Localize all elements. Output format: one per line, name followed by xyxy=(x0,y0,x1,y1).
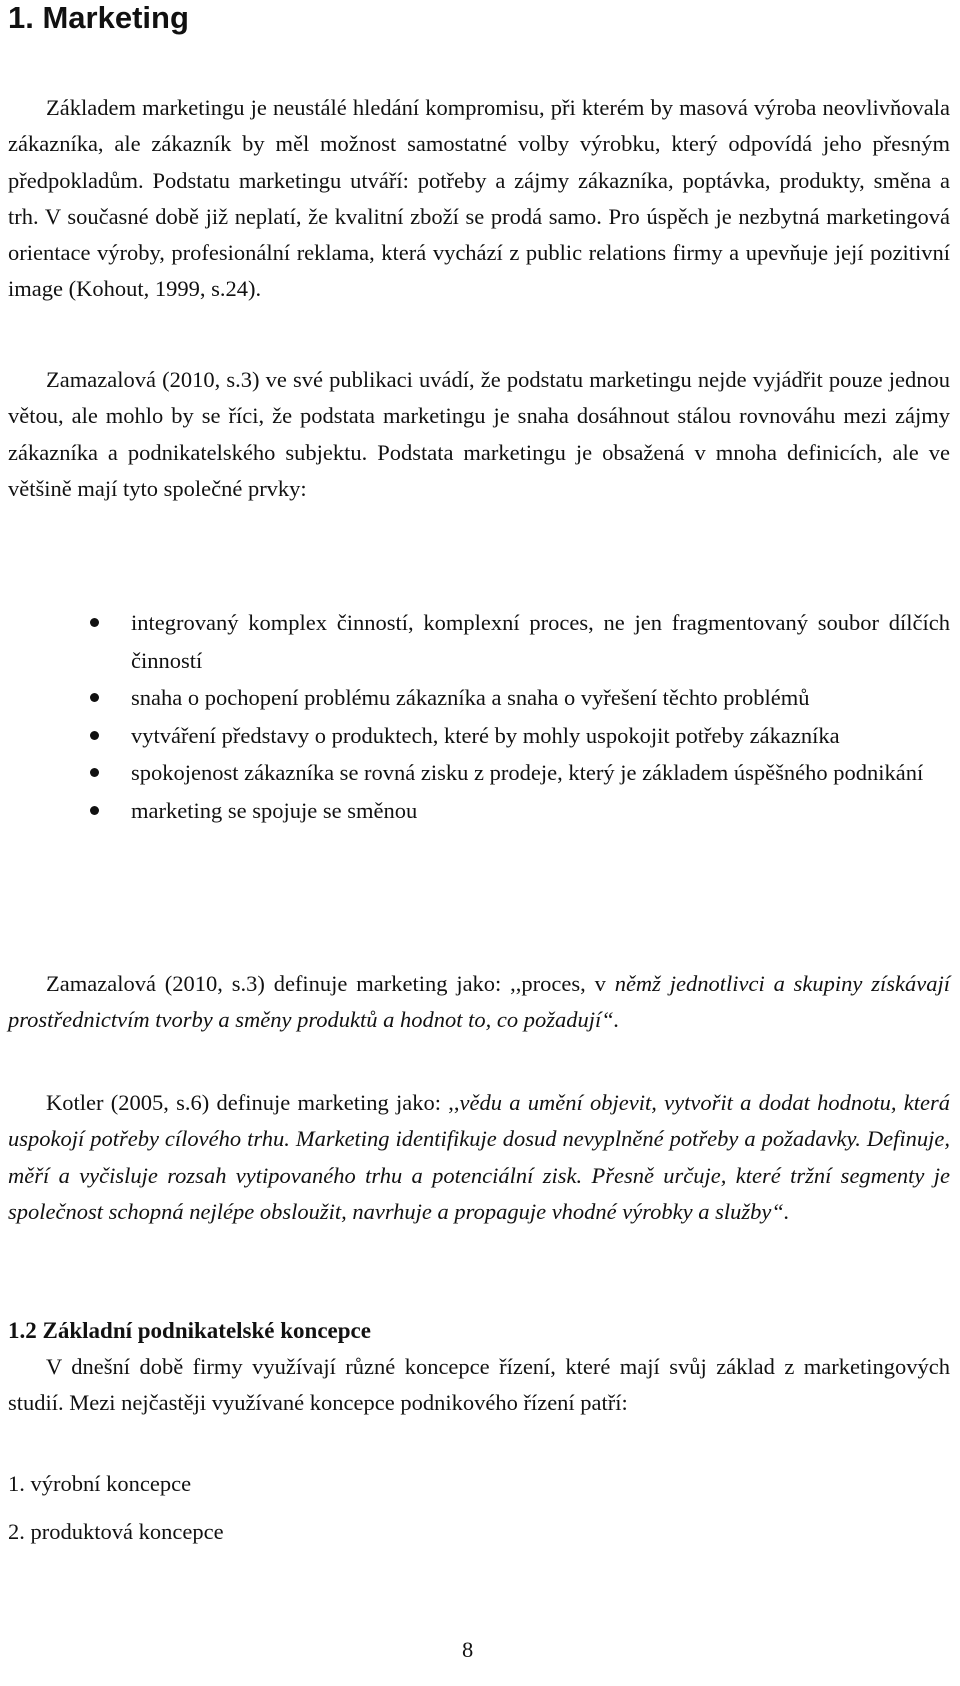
definition-quote: vědu a umění objevit, vytvořit a dodat hodnotu, která uspokojí potřeby cílového trhu. Marketing identifikuje dosud nevyplněné potřeby a požadavky. Definuje, měří a vyčisluje rozsah vytipovaného trhu a potenciální zisk. Přesně určuje, které tržní segmenty je společnost schopná nejlépe obsloužit, navrhuje a propaguje vhodné výrobky a služby“. xyxy=(8,1090,951,1224)
list-item xyxy=(0,679,950,717)
list-item-text: spokojenost zákazníka se rovná zisku z prodeje, který je základem úspěšného podnikání xyxy=(131,760,924,785)
bullet-icon xyxy=(90,618,99,627)
list-item xyxy=(0,792,950,830)
list-item-text: vytváření představy o produktech, které by mohly uspokojit potřeby zákazníka xyxy=(131,722,840,748)
bullet-icon xyxy=(90,731,99,740)
page-number: 8 xyxy=(462,1637,474,1662)
subsection-heading: 1.2 Základní podnikatelské koncepce xyxy=(8,1318,371,1343)
bullet-icon xyxy=(90,806,99,815)
section-heading: 1. Marketing xyxy=(8,0,189,35)
definition-quote: němž jednotlivci a skupiny získávají prostřednictvím tvorby a směny produktů a hodnot to, co požadují“. xyxy=(8,971,950,1033)
list-item xyxy=(0,604,950,679)
paragraph-concepts-intro: V dnešní době firmy využívají různé koncepce řízení, které mají svůj základ z marketingových studií. Mezi nejčastěji využívané koncepce podnikového řízení patří: xyxy=(8,1354,950,1416)
list-item xyxy=(0,754,950,792)
list-item-text: integrovaný komplex činností, komplexní proces, ne jen fragmentovaný soubor dílčích činností xyxy=(131,610,950,673)
definition-intro: Zamazalová (2010, s.3) definuje marketing jako: ,,proces, v xyxy=(46,971,615,996)
common-elements-list xyxy=(0,604,950,829)
bullet-icon xyxy=(90,693,99,702)
definition-intro: Kotler (2005, s.6) definuje marketing jako: ,, xyxy=(46,1090,460,1115)
concept-item: 1. výrobní koncepce xyxy=(8,1471,192,1496)
list-item-text: snaha o pochopení problému zákazníka a snaha o vyřešení těchto problémů xyxy=(131,685,810,710)
list-item-text: marketing se spojuje se směnou xyxy=(131,797,418,823)
paragraph-intro: Základem marketingu je neustálé hledání kompromisu, při kterém by masová výroba neovlivňovala zákazníka, ale zákazník by měl možnost samostatné volby výrobku, který odpovídá jeho přesným předpokladům. Podstatu marketingu utváří: potřeby a zájmy zákazníka, poptávka, produkty, směna a trh. V současné době již neplatí, že kvalitní zboží se prodá samo. Pro úspěch je nezbytná marketingová orientace výroby, profesionální reklama, která vychází z public relations firmy a upevňuje její pozitivní image (Kohout, 1999, s.24). xyxy=(8,95,950,302)
concept-item: 2. produktová koncepce xyxy=(8,1519,224,1544)
bullet-icon xyxy=(90,768,99,777)
paragraph-zamazalova: Zamazalová (2010, s.3) ve své publikaci uvádí, že podstatu marketingu nejde vyjádřit pouze jednou větou, ale mohlo by se říci, že podstata marketingu je snaha dosáhnout stálou rovnováhu mezi zájmy zákazníka a podnikatelského subjektu. Podstata marketingu je obsažená v mnoha definicích, ale ve většině mají tyto společné prvky: xyxy=(8,367,950,501)
paragraph-definition-zamazalova xyxy=(8,966,950,1039)
paragraph-definition-kotler xyxy=(8,1085,950,1230)
list-item xyxy=(0,717,950,755)
